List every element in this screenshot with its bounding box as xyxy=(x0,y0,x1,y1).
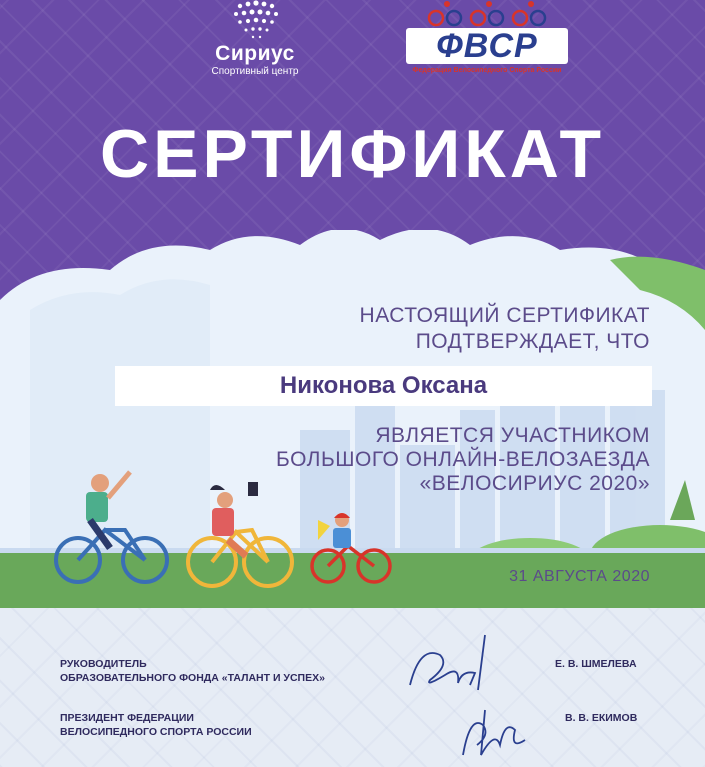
confirm-line-1: НАСТОЯЩИЙ СЕРТИФИКАТ xyxy=(359,304,650,327)
sirius-subtitle: Спортивный центр xyxy=(211,66,299,77)
fvsr-subtitle: Федерация Велосипедного Спорта России xyxy=(412,67,562,74)
participant-line-1: ЯВЛЯЕТСЯ УЧАСТНИКОМ xyxy=(375,424,650,447)
signer-1-role xyxy=(60,657,325,685)
signer-2-role-line-2: ВЕЛОСИПЕДНОГО СПОРТА РОССИИ xyxy=(60,726,252,738)
fvsr-logo xyxy=(398,0,576,80)
fvsr-wordmark: ФВСР xyxy=(406,28,568,64)
certificate-title: СЕРТИФИКАТ xyxy=(99,116,605,192)
confirm-line-2: ПОДТВЕРЖДАЕТ, ЧТО xyxy=(415,330,650,353)
signer-2-role xyxy=(60,711,252,739)
signatures-area xyxy=(0,608,705,767)
signer-1-role-line-1: РУКОВОДИТЕЛЬ xyxy=(60,658,147,670)
cycling-illustration xyxy=(0,230,705,610)
certificate-date: 31 АВГУСТА 2020 xyxy=(509,568,650,585)
signer-2-name: В. В. ЕКИМОВ xyxy=(565,712,638,724)
participant-line-2: БОЛЬШОГО ОНЛАЙН-ВЕЛОЗАЕЗДА xyxy=(276,448,650,471)
sirius-name: Сириус xyxy=(215,42,295,65)
sirius-dots-icon xyxy=(190,0,320,44)
participant-line-3: «ВЕЛОСИРИУС 2020» xyxy=(419,472,650,495)
signer-1-role-line-2: ОБРАЗОВАТЕЛЬНОГО ФОНДА «ТАЛАНТ И УСПЕХ» xyxy=(60,672,325,684)
signer-2-role-line-1: ПРЕЗИДЕНТ ФЕДЕРАЦИИ xyxy=(60,712,194,724)
sirius-logo xyxy=(190,0,320,80)
signer-1-name: Е. В. ШМЕЛЕВА xyxy=(555,658,637,670)
cyclists-logo-icon xyxy=(398,0,576,30)
signature-2-icon xyxy=(455,700,535,765)
signature-1-icon xyxy=(400,625,510,700)
recipient-name: Никонова Оксана xyxy=(115,366,652,406)
